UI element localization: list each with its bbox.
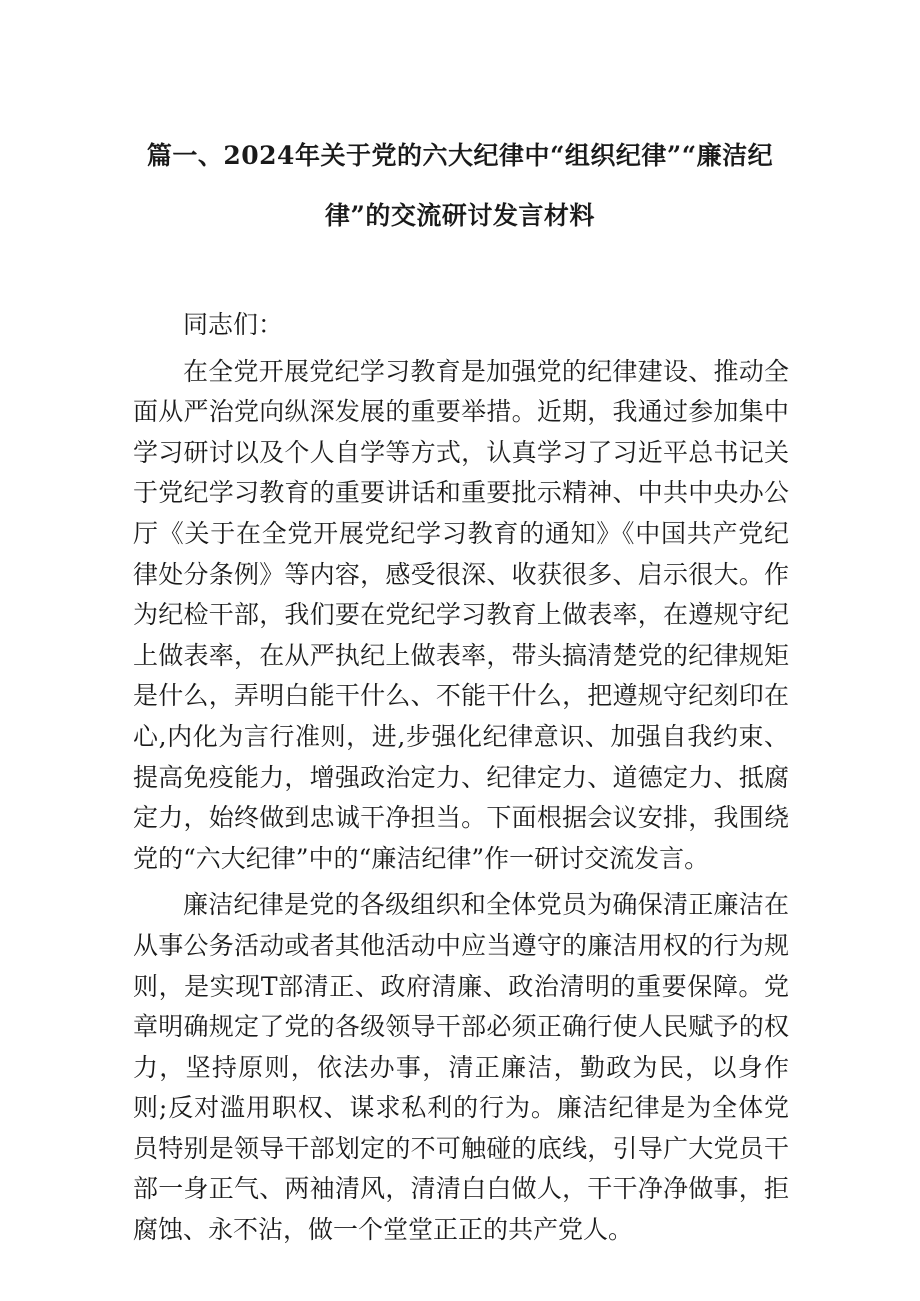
document-title-line-2: 律”的交流研讨发言材料 [325, 201, 595, 230]
paragraph-1: 在全党开展党纪学习教育是加强党的纪律建设、推动全面从严治党向纵深发展的重要举措。近期，我通过参加集中学习研讨以及个人自学等方式，认真学习了习近平总书记关于党纪学习教育的重要讲话和重要批示精神、中共中央办公厅《关于在全党开展党纪学习教育的通知》《中国共产党纪律处分条例》等内容，感受很深、收获很多、启示很大。作为纪检干部，我们要在党纪学习教育上做表率，在遵规守纪上做表率，在从严执纪上做表率，带头搞清楚党的纪律规矩是什么，弄明白能干什么、不能干什么，把遵规守纪刻印在心,内化为言行准则，进,步强化纪律意识、加强自我约束、提高免疫能力，增强政治定力、纪律定力、道德定力、抵腐定力，始终做到忠诚干净担当。下面根据会议安排，我围绕党的“六大纪律”中的“廉洁纪律”作一研讨交流发言。 [133, 356, 789, 873]
document-title-line-1: 篇一、2024年关于党的六大纪律中“组织纪律”“廉洁纪 [146, 141, 774, 170]
document-body [133, 305, 789, 1251]
paragraph-2: 廉洁纪律是党的各级组织和全体党员为确保清正廉洁在从事公务活动或者其他活动中应当遵守的廉洁用权的行为规则，是实现T部清正、政府清廉、政治清明的重要保障。党章明确规定了党的各级领导干部必须正确行使人民赋予的权力，坚持原则，依法办事，清正廉洁，勤政为民，以身作则;反对滥用职权、谋求私利的行为。廉洁纪律是为全体党员特别是领导干部划定的不可触碰的底线，引导广大党员干部一身正气、两袖清风，清清白白做人，干干净净做事，拒腐蚀、永不沾，做一个堂堂正正的共产党人。 [133, 890, 789, 1245]
greeting: 同志们： [183, 310, 284, 339]
